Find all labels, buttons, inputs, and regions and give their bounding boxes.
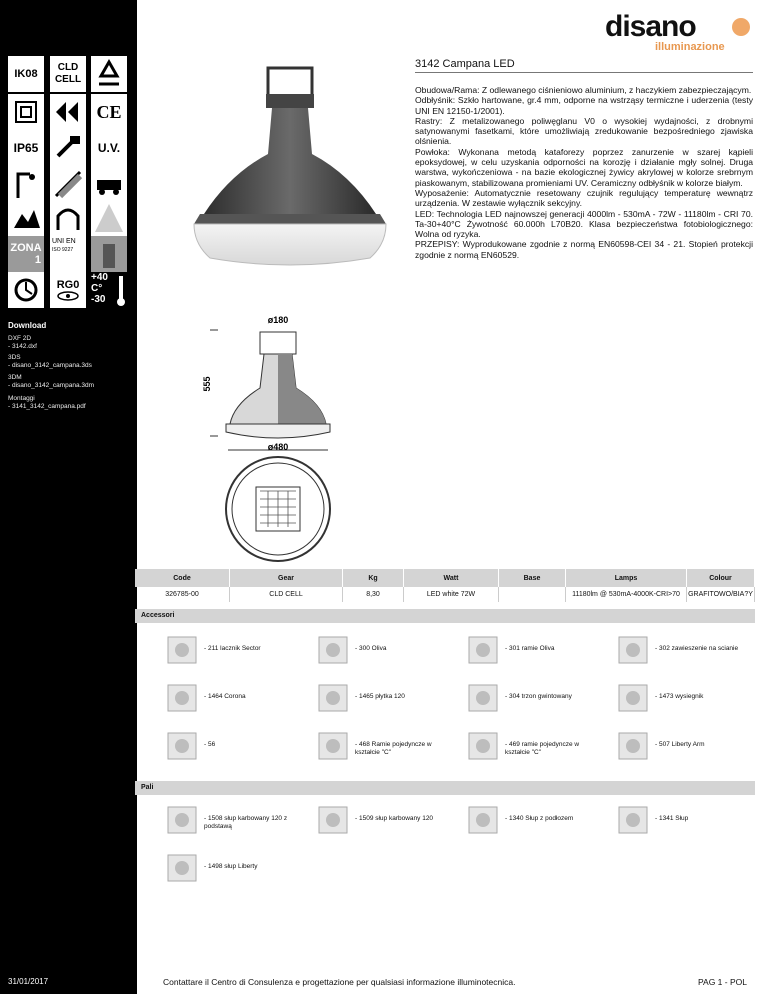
accessori-item-label[interactable]: - 304 trzon gwintowany bbox=[505, 693, 572, 700]
desc-coating: Powłoka: Wykonana metodą kataforezy poprzez zanurzenie w szarej kąpieli epoksydowej, w celu uzyskania odporności na korozję i działanie mgły solnej. Druga warstwa, wykończeniowa - na bazie ekologicznej żywicy akrylowej w kolorze srebrnym piaskowanym, stabilizowana promieniami UV. Ceramiczny odbłyśnik w kolorze białym. bbox=[415, 146, 753, 188]
street-installation-icon bbox=[8, 166, 44, 202]
download-item-dxf[interactable] bbox=[8, 335, 37, 351]
uni-en-badge bbox=[50, 236, 86, 272]
accessori-item-label[interactable]: - 56 bbox=[204, 741, 216, 748]
pali-thumbnail-icon[interactable] bbox=[613, 803, 653, 837]
download-link[interactable]: - disano_3142_campana.3dm bbox=[8, 382, 95, 389]
ip-rating-label: IP65 bbox=[13, 141, 39, 155]
desc-led: LED: Technologia LED najnowszej generacji 4000lm - 530mA - 72W - 11180lm - CRI 70. Ta-30+40°C Żywotność 60.000h L70B20. Klasa bezpieczeństwa fotobiologicznego: Wolna od ryzyka. bbox=[415, 208, 753, 240]
col-lamps: Lamps bbox=[566, 569, 687, 587]
double-insulation-icon bbox=[8, 94, 44, 130]
desc-body: Obudowa/Rama: Z odlewanego ciśnieniowo aluminium, z haczykiem zabezpieczającym. bbox=[415, 85, 752, 95]
cell-gear: CLD CELL bbox=[230, 587, 343, 602]
technical-drawing bbox=[196, 312, 356, 562]
pali-item-label[interactable]: - 1509 słup karbowany 120 bbox=[355, 815, 434, 822]
zone-badge bbox=[8, 236, 44, 272]
col-base: Base bbox=[499, 569, 566, 587]
desc-equipment: Wyposażenie: Automatycznie resetowany czujnik regulujący temperaturę wewnątrz urządzenia. W zestawie wyłącznik sekcyjny. bbox=[415, 187, 753, 209]
uv-resistant-icon bbox=[91, 130, 127, 166]
cell-lamps: 11180lm @ 530mA-4000K-CRI>70 bbox=[566, 587, 687, 602]
download-link[interactable]: - 3141_3142_campana.pdf bbox=[8, 403, 86, 410]
pali-item-label[interactable]: - 1340 Słup z podłozem bbox=[505, 815, 574, 822]
accessori-item-label[interactable]: - 300 Oliva bbox=[355, 645, 387, 652]
download-item-3dm[interactable] bbox=[8, 374, 94, 390]
photobiological-safety-badge bbox=[50, 272, 86, 308]
accessori-thumbnail-icon[interactable] bbox=[162, 729, 202, 763]
ce-mark-icon: CE bbox=[91, 94, 127, 130]
iso-label: ISO 9227 bbox=[52, 247, 74, 253]
accessori-item-label[interactable]: - 1473 wysiegnik bbox=[655, 693, 704, 700]
accessori-thumbnail-icon[interactable] bbox=[463, 681, 503, 715]
desc-standards: PRZEPISY: Wyprodukowane zgodnie z normą EN60598-CEI 34 - 21. Stopień protekcji zgodnie z normą EN60529. bbox=[415, 239, 753, 260]
product-description bbox=[415, 85, 753, 260]
eye-icon bbox=[56, 291, 80, 301]
accessori-item-label[interactable]: - 468 Ramie pojedyncze w kształcie "C" bbox=[355, 741, 432, 756]
recycle-icon bbox=[91, 56, 127, 92]
cell-colour: GRAFITOWO/BIA?Y bbox=[687, 587, 755, 602]
accessori-item-label[interactable]: - 1465 płytka 120 bbox=[355, 693, 405, 700]
thermal-protection-icon bbox=[8, 272, 44, 308]
cell-kg: 8,30 bbox=[343, 587, 404, 602]
download-head: Montaggi bbox=[8, 395, 35, 402]
accessori-thumbnail-icon[interactable] bbox=[613, 729, 653, 763]
sidebar bbox=[0, 0, 137, 994]
accessori-thumbnail-icon[interactable] bbox=[313, 681, 353, 715]
cld-cell-badge bbox=[50, 56, 86, 92]
temp-unit: C° bbox=[91, 283, 103, 294]
zone-label: ZONA bbox=[10, 242, 42, 254]
cell-code: 326785-00 bbox=[135, 587, 230, 602]
dim-top: ø180 bbox=[267, 315, 289, 325]
col-kg: Kg bbox=[343, 569, 404, 587]
temp-max: +40 bbox=[91, 272, 108, 283]
accessori-thumbnail-icon[interactable] bbox=[313, 729, 353, 763]
col-colour: Colour bbox=[687, 569, 755, 587]
outdoor-area-icon bbox=[8, 200, 44, 236]
desc-reflector: Odbłyśnik: Szkło hartowane, gr.4 mm, odporne na wstrząsy termiczne i uderzenia (testy UNI EN 12150-1/2001). bbox=[415, 95, 753, 116]
spec-table bbox=[135, 569, 755, 602]
table-row bbox=[135, 587, 755, 602]
uni-en-label: UNI EN bbox=[52, 238, 76, 245]
footer-note: Contattare il Centro di Consulenza e progettazione per qualsiasi informazione illuminotecnica. bbox=[163, 977, 516, 987]
title-divider bbox=[415, 72, 753, 73]
pali-item-label[interactable]: - 1498 słup Liberty bbox=[204, 863, 258, 870]
desc-louvres: Rastry: Z metalizowanego poliwęglanu V0 o wysokiej wydajności, z drobnymi satynowanymi fasetkami, które umożliwiają zredukowanie bezpośredniego zjawiska olśnienia. bbox=[415, 115, 753, 147]
accessori-thumbnail-icon[interactable] bbox=[613, 681, 653, 715]
accessori-thumbnail-icon[interactable] bbox=[162, 633, 202, 667]
temp-min: -30 bbox=[91, 294, 106, 305]
download-title: Download bbox=[8, 321, 47, 330]
ip-rating-badge bbox=[8, 130, 44, 166]
ik-rating-badge bbox=[8, 56, 44, 92]
accessori-item-label[interactable]: - 1464 Corona bbox=[204, 693, 246, 700]
energy-class-icon bbox=[50, 94, 86, 130]
download-link[interactable]: - disano_3142_campana.3ds bbox=[8, 362, 92, 369]
brand-sub: illuminazione bbox=[655, 41, 725, 53]
brand-logo bbox=[605, 12, 755, 52]
accessori-header: Accessori bbox=[135, 609, 755, 623]
download-item-3ds[interactable] bbox=[8, 354, 92, 370]
product-title: 3142 Campana LED bbox=[415, 58, 515, 70]
accessori-thumbnail-icon[interactable] bbox=[613, 633, 653, 667]
accessori-item-label[interactable]: - 301 ramie Oliva bbox=[505, 645, 555, 652]
rg-label: RG0 bbox=[56, 279, 80, 291]
accessori-thumbnail-icon[interactable] bbox=[162, 681, 202, 715]
accessori-thumbnail-icon[interactable] bbox=[463, 633, 503, 667]
uv-label: U.V. bbox=[97, 141, 121, 155]
accessori-thumbnail-icon[interactable] bbox=[463, 729, 503, 763]
col-gear: Gear bbox=[230, 569, 343, 587]
temperature-range bbox=[91, 272, 127, 308]
pali-thumbnail-icon[interactable] bbox=[162, 803, 202, 837]
thermometer-icon bbox=[117, 276, 125, 306]
brand-name: disano bbox=[605, 10, 696, 43]
accessori-thumbnail-icon[interactable] bbox=[313, 633, 353, 667]
download-head: 3DS bbox=[8, 354, 21, 361]
download-head: DXF 2D bbox=[8, 335, 32, 342]
download-head: 3DM bbox=[8, 374, 22, 381]
tunnel-icon bbox=[50, 200, 86, 236]
col-code: Code bbox=[135, 569, 230, 587]
cell-base bbox=[499, 587, 566, 602]
tower-icon bbox=[91, 236, 127, 272]
brand-dot-icon bbox=[732, 18, 750, 36]
pali-thumbnail-icon[interactable] bbox=[313, 803, 353, 837]
pali-item-label[interactable]: - 1341 Słup bbox=[655, 815, 689, 822]
pali-thumbnail-icon[interactable] bbox=[162, 851, 202, 885]
pali-thumbnail-icon[interactable] bbox=[463, 803, 503, 837]
cld-cell-label: CLD CELL bbox=[54, 62, 82, 85]
vehicle-icon bbox=[91, 166, 127, 202]
product-photo bbox=[180, 64, 400, 304]
accessori-item-label[interactable]: - 302 zawieszenie na scianie bbox=[655, 645, 739, 652]
pali-item-label[interactable]: - 1508 słup karbowany 120 z podstawą bbox=[204, 815, 288, 830]
dim-bottom: ø480 bbox=[267, 442, 289, 452]
ik-rating-label: IK08 bbox=[14, 68, 38, 80]
page-number: PAG 1 - POL bbox=[698, 977, 747, 987]
table-header-row bbox=[135, 569, 755, 587]
wall-mount-icon bbox=[50, 166, 86, 202]
hammer-test-icon bbox=[50, 130, 86, 166]
light-beam-icon bbox=[91, 200, 127, 236]
dim-height: 555 bbox=[202, 376, 212, 392]
print-date: 31/01/2017 bbox=[8, 977, 49, 986]
zone-number: 1 bbox=[34, 254, 41, 266]
download-item-montaggi[interactable] bbox=[8, 395, 86, 411]
pali-header: Pali bbox=[135, 781, 755, 795]
accessori-item-label[interactable]: - 507 Liberty Arm bbox=[655, 741, 705, 748]
col-watt: Watt bbox=[404, 569, 499, 587]
download-link[interactable]: - 3142.dxf bbox=[8, 343, 37, 350]
cell-watt: LED white 72W bbox=[404, 587, 499, 602]
accessori-item-label[interactable]: - 211 lacznik Sector bbox=[204, 645, 261, 652]
accessori-item-label[interactable]: - 469 ramie pojedyncze w kształcie "C" bbox=[505, 741, 580, 756]
